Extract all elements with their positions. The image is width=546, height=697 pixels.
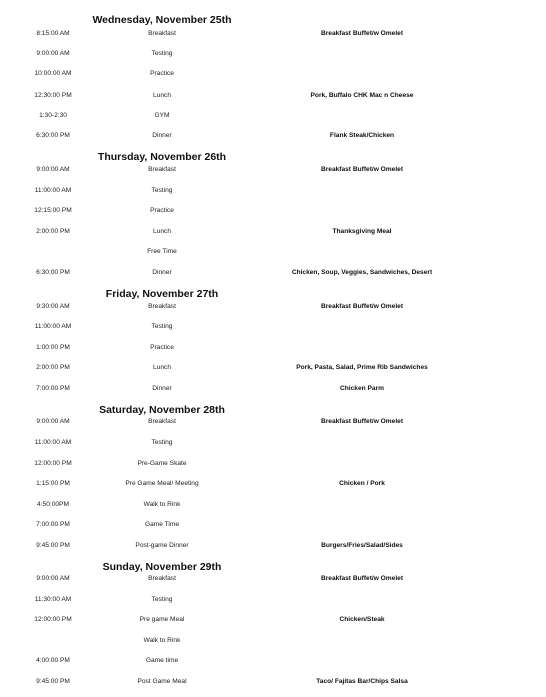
time-cell: 1:00:00 PM [36, 344, 70, 351]
time-cell: 9:00:00 AM [36, 575, 70, 582]
schedule-row [0, 635, 546, 647]
meal-cell: Breakfast Buffet/w Omelet [320, 166, 404, 173]
event-cell: Pre-Game Skate [137, 460, 187, 467]
event-cell: Lunch [153, 228, 171, 235]
event-cell: GYM [154, 112, 170, 119]
time-cell: 1:15:00 PM [36, 480, 70, 487]
time-cell: 9:00:00 AM [36, 50, 70, 57]
meal-cell: Pork, Pasta, Salad, Prime Rib Sandwiches [296, 364, 428, 371]
day-header: Sunday, November 29th [102, 561, 222, 573]
event-cell: Lunch [153, 364, 171, 371]
schedule-row [0, 164, 546, 176]
meal-cell: Chicken Parm [340, 385, 384, 392]
time-cell: 9:00:00 AM [36, 166, 70, 173]
event-cell: Practice [150, 344, 174, 351]
time-cell: 7:00:00 PM [36, 521, 70, 528]
time-cell: 12:00:00 PM [34, 460, 72, 467]
event-cell: Dinner [152, 132, 172, 139]
time-cell: 6:30:00 PM [36, 269, 70, 276]
event-cell: Testing [151, 323, 173, 330]
time-cell: 9:30:00 AM [36, 303, 70, 310]
schedule-row [0, 362, 546, 374]
meal-cell: Thanksgiving Meal [332, 228, 392, 235]
event-cell: Practice [150, 207, 174, 214]
meal-cell: Breakfast Buffet/w Omelet [320, 303, 404, 310]
schedule-row [0, 676, 546, 688]
meal-cell: Chicken, Soup, Veggies, Sandwiches, Desert [291, 269, 433, 276]
event-cell: Pre Game Meal/ Meeting [125, 480, 199, 487]
time-cell: 11:00:00 AM [34, 439, 72, 446]
schedule-row [0, 519, 546, 531]
time-cell: 9:00:00 AM [36, 418, 70, 425]
schedule-row [0, 205, 546, 217]
event-cell: Testing [151, 50, 173, 57]
time-cell: 11:30:00 AM [34, 596, 72, 603]
schedule-row [0, 28, 546, 40]
time-cell: 4:00:00 PM [36, 657, 70, 664]
event-cell: Walk to Rink [143, 501, 181, 508]
schedule-row [0, 110, 546, 122]
time-cell: 1:30-2:30 [39, 112, 67, 119]
time-cell: 4:50:00PM [37, 501, 69, 508]
schedule-row [0, 437, 546, 449]
event-cell: Walk to Rink [143, 637, 181, 644]
meal-cell: Chicken/Steak [339, 616, 385, 623]
event-cell: Pre game Meal [139, 616, 185, 623]
meal-cell: Breakfast Buffet/w Omelet [320, 30, 404, 37]
event-cell: Dinner [152, 385, 172, 392]
schedule-row [0, 383, 546, 395]
time-cell: 12:00:00 PM [34, 616, 72, 623]
event-cell: Game Time [144, 521, 180, 528]
event-cell: Game time [145, 657, 179, 664]
schedule-row [0, 594, 546, 606]
time-cell: 12:30:00 PM [34, 92, 72, 99]
event-cell: Testing [151, 439, 173, 446]
schedule-row [0, 499, 546, 511]
time-cell: 2:00:00 PM [36, 228, 70, 235]
schedule-row [0, 301, 546, 313]
time-cell: 9:45:00 PM [36, 678, 70, 685]
day-header: Wednesday, November 25th [92, 14, 232, 26]
schedule-row [0, 655, 546, 667]
event-cell: Breakfast [148, 303, 176, 310]
schedule-row [0, 185, 546, 197]
time-cell: 6:30:00 PM [36, 132, 70, 139]
meal-cell: Flank Steak/Chicken [329, 132, 395, 139]
event-cell: Testing [151, 596, 173, 603]
day-header: Thursday, November 26th [97, 151, 227, 163]
schedule-row [0, 416, 546, 428]
time-cell: 10:00:00 AM [34, 70, 72, 77]
meal-cell: Breakfast Buffet/w Omelet [320, 575, 404, 582]
schedule-row [0, 478, 546, 490]
schedule-row [0, 130, 546, 142]
event-cell: Breakfast [148, 418, 176, 425]
time-cell: 11:00:00 AM [34, 323, 72, 330]
event-cell: Dinner [152, 269, 172, 276]
event-cell: Free Time [147, 248, 177, 255]
schedule-row [0, 226, 546, 238]
schedule-row [0, 48, 546, 60]
meal-cell: Pork, Buffalo CHK Mac n Cheese [310, 92, 414, 99]
schedule-row [0, 90, 546, 102]
day-header: Friday, November 27th [105, 288, 219, 300]
schedule-row [0, 540, 546, 552]
meal-cell: Taco/ Fajitas Bar/Chips Salsa [316, 678, 408, 685]
schedule-row [0, 573, 546, 585]
event-cell: Breakfast [148, 30, 176, 37]
time-cell: 2:00:00 PM [36, 364, 70, 371]
event-cell: Breakfast [148, 166, 176, 173]
schedule-row [0, 267, 546, 279]
meal-cell: Chicken / Pork [339, 480, 385, 487]
event-cell: Post Game Meal [137, 678, 187, 685]
schedule-row [0, 321, 546, 333]
time-cell: 8:15:00 AM [36, 30, 70, 37]
schedule-row [0, 342, 546, 354]
time-cell: 11:00:00 AM [34, 187, 72, 194]
event-cell: Breakfast [148, 575, 176, 582]
schedule-row [0, 458, 546, 470]
meal-cell: Breakfast Buffet/w Omelet [320, 418, 404, 425]
day-header: Saturday, November 28th [99, 404, 225, 416]
event-cell: Testing [151, 187, 173, 194]
event-cell: Practice [150, 70, 174, 77]
meal-cell: Burgers/Fries/Salad/Sides [321, 542, 403, 549]
schedule-row [0, 614, 546, 626]
time-cell: 7:00:00 PM [36, 385, 70, 392]
time-cell: 9:45:00 PM [36, 542, 70, 549]
event-cell: Lunch [153, 92, 171, 99]
time-cell: 12:15:00 PM [34, 207, 72, 214]
schedule-row [0, 68, 546, 80]
schedule-row [0, 246, 546, 258]
event-cell: Post-game Dinner [135, 542, 189, 549]
